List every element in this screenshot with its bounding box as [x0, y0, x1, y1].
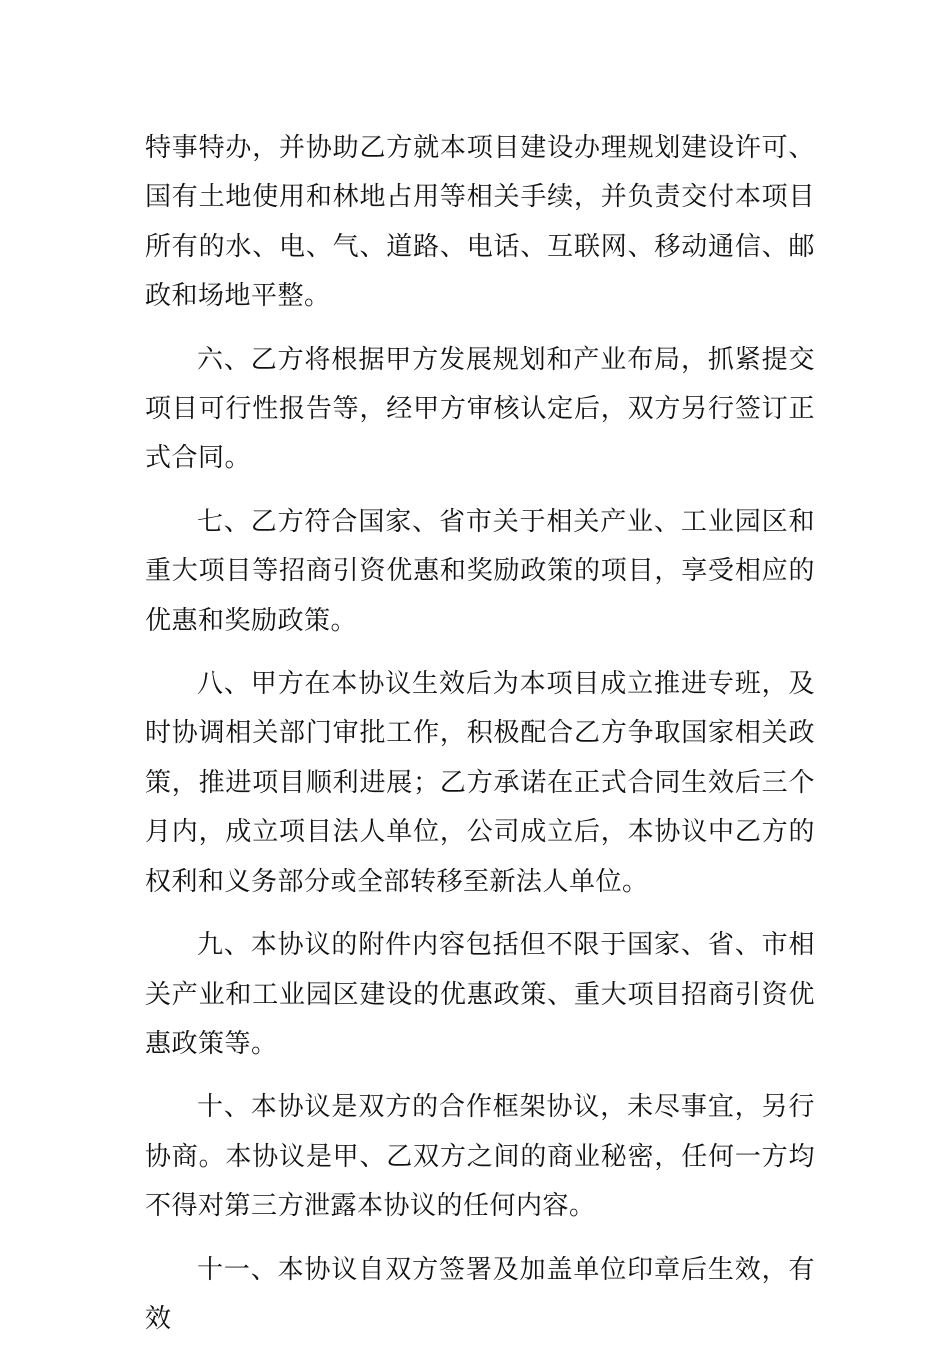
paragraph-continuation: 特事特办，并协助乙方就本项目建设办理规划建设许可、国有土地使用和林地占用等相关手续，并负责交付本项目所有的水、电、气、道路、电话、互联网、移动通信、邮政和场地平整。	[145, 133, 815, 312]
paragraph-clause-9: 九、本协议的附件内容包括但不限于国家、省、市相关产业和工业园区建设的优惠政策、重大项目招商引资优惠政策等。	[145, 930, 815, 1059]
paragraph-clause-8: 八、甲方在本协议生效后为本项目成立推进专班，及时协调相关部门审批工作，积极配合乙方争取国家相关政策，推进项目顺利进展；乙方承诺在正式合同生效后三个月内，成立项目法人单位，公司成立后，本协议中乙方的权利和义务部分或全部转移至新法人单位。	[145, 669, 815, 897]
paragraph-clause-11: 十一、本协议自双方签署及加盖单位印章后生效，有效	[145, 1254, 815, 1334]
paragraph-clause-6: 六、乙方将根据甲方发展规划和产业布局，抓紧提交项目可行性报告等，经甲方审核认定后，双方另行签订正式合同。	[145, 344, 815, 474]
paragraph-clause-10: 十、本协议是双方的合作框架协议，未尽事宜，另行协商。本协议是甲、乙双方之间的商业秘密，任何一方均不得对第三方泄露本协议的任何内容。	[145, 1092, 815, 1222]
document-body	[145, 124, 815, 1358]
paragraph-clause-7: 七、乙方符合国家、省市关于相关产业、工业园区和重大项目等招商引资优惠和奖励政策的项目，享受相应的优惠和奖励政策。	[145, 506, 815, 636]
